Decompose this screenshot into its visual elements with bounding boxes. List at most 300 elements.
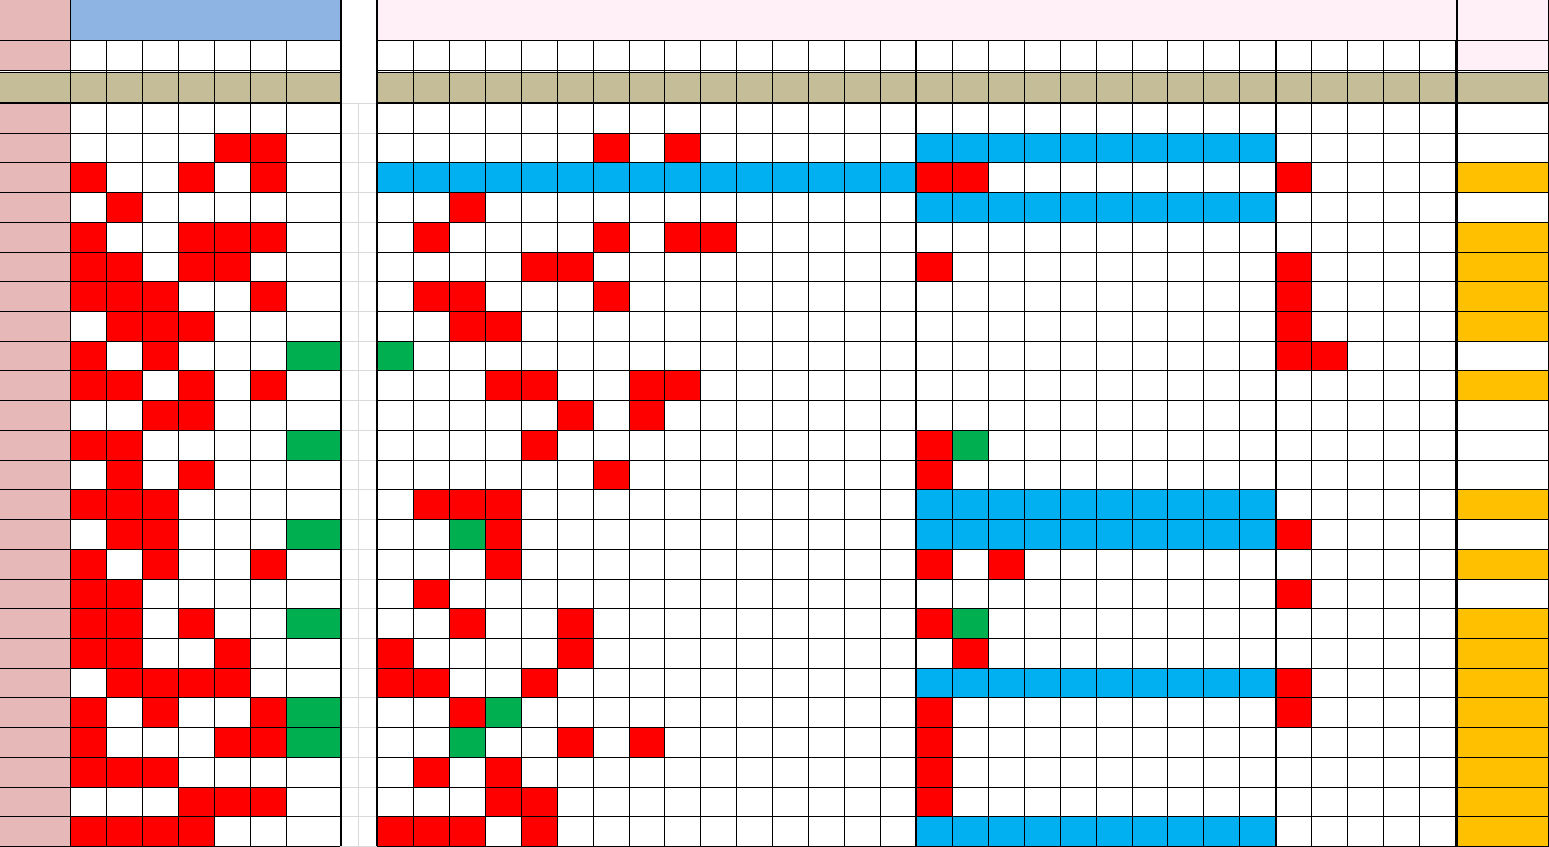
- win-number-cell: [106, 668, 142, 698]
- fixed-number-cell: [557, 579, 593, 609]
- hit-cell: [1456, 162, 1549, 192]
- round-cell: [0, 787, 70, 817]
- fixed-number-cell: [1275, 341, 1311, 371]
- fix-col-header: [557, 40, 593, 70]
- win-number-cell: [142, 162, 178, 192]
- grid-h: [0, 489, 340, 490]
- fix-col-header: [916, 40, 952, 70]
- hit-cell: [1456, 757, 1549, 787]
- fixed-number-cell: [449, 103, 485, 133]
- win-number-cell: [250, 727, 286, 757]
- fixed-number-cell: [1275, 162, 1311, 192]
- win-number-cell: [178, 400, 214, 430]
- hit-cell: [1456, 430, 1549, 460]
- hit-header: [1456, 0, 1549, 70]
- fixed-number-cell: [557, 133, 593, 163]
- fixed-number-cell: [952, 787, 988, 817]
- fix-col-header: [988, 40, 1024, 70]
- win-number-cell: [142, 192, 178, 222]
- grid-v: [952, 40, 953, 846]
- grid-v-faint: [358, 103, 359, 846]
- win-number-cell: [142, 549, 178, 579]
- fixed-number-cell: [449, 222, 485, 252]
- fixed-number-cell: [952, 608, 988, 638]
- grid-h: [377, 549, 1549, 550]
- fixed-number-cell: [593, 489, 629, 519]
- fixed-number-cell: [593, 162, 629, 192]
- fixed-number-cell: [449, 370, 485, 400]
- fix-col-header: [1347, 40, 1383, 70]
- fixed-number-cell: [629, 133, 665, 163]
- fixed-number-cell: [593, 133, 629, 163]
- round-cell: [0, 727, 70, 757]
- hit-cell: [1456, 341, 1549, 371]
- fixed-number-cell: [521, 727, 557, 757]
- win-number-cell: [106, 370, 142, 400]
- fixed-number-cell: [485, 341, 521, 371]
- fixed-number-cell: [736, 222, 772, 252]
- fixed-number-cell: [557, 727, 593, 757]
- fixed-number-cell: [521, 579, 557, 609]
- win-number-cell: [142, 727, 178, 757]
- fixed-number-cell: [413, 608, 449, 638]
- fixed-number-cell: [377, 341, 413, 371]
- win-number-cell: [70, 222, 106, 252]
- fixed-number-cell: [485, 192, 521, 222]
- grid-v: [1456, 0, 1458, 846]
- grid-h: [377, 40, 1549, 41]
- fixed-number-cell: [413, 787, 449, 817]
- grid-v: [1311, 40, 1312, 846]
- fixed-numbers-title: [377, 0, 1456, 40]
- fixed-number-cell: [449, 460, 485, 490]
- win-number-cell: [178, 281, 214, 311]
- fixed-number-cell: [557, 816, 593, 846]
- fixed-number-cell: [557, 668, 593, 698]
- win-number-cell: [214, 222, 250, 252]
- grid-h: [0, 103, 340, 104]
- fixed-number-cell: [377, 816, 413, 846]
- win-number-cell: [178, 311, 214, 341]
- win-number-cell: [214, 252, 250, 282]
- win-number-cell: [250, 816, 286, 846]
- grid-h: [0, 192, 340, 193]
- fixed-number-cell: [521, 103, 557, 133]
- fixed-number-cell: [593, 370, 629, 400]
- fixed-number-cell: [449, 668, 485, 698]
- fixed-number-cell: [664, 222, 700, 252]
- fixed-number-cell: [664, 460, 700, 490]
- bonus-cell: [286, 638, 340, 668]
- fixed-number-cell: [485, 519, 521, 549]
- round-cell: [0, 370, 70, 400]
- fixed-number-cell: [485, 608, 521, 638]
- fixed-number-cell: [521, 608, 557, 638]
- win-number-cell: [106, 341, 142, 371]
- hit-cell: [1456, 697, 1549, 727]
- fix-col-header: [844, 40, 880, 70]
- fixed-number-cell: [916, 668, 952, 698]
- grid-h: [377, 311, 1549, 312]
- grid-h: [0, 370, 340, 371]
- bonus-cell: [286, 370, 340, 400]
- fixed-number-cell: [952, 430, 988, 460]
- grid-h: [377, 727, 1549, 728]
- fix-col-header: [700, 40, 736, 70]
- win-number-cell: [178, 697, 214, 727]
- fixed-number-cell: [449, 281, 485, 311]
- win-number-cell: [178, 727, 214, 757]
- win-number-cell: [106, 608, 142, 638]
- fixed-number-cell: [664, 370, 700, 400]
- win-number-cell: [70, 281, 106, 311]
- fixed-number-cell: [664, 133, 700, 163]
- fixed-number-cell: [413, 222, 449, 252]
- win-number-cell: [214, 370, 250, 400]
- round-cell: [0, 697, 70, 727]
- win-col-header: [106, 40, 142, 70]
- grid-h: [0, 162, 340, 163]
- fixed-number-cell: [557, 370, 593, 400]
- fix-col-header: [593, 40, 629, 70]
- win-number-cell: [106, 252, 142, 282]
- grid-h: [0, 341, 340, 342]
- fixed-number-cell: [521, 668, 557, 698]
- fixed-number-cell: [413, 697, 449, 727]
- fixed-number-cell: [593, 192, 629, 222]
- fixed-number-cell: [413, 192, 449, 222]
- fixed-number-cell: [449, 727, 485, 757]
- win-number-cell: [250, 222, 286, 252]
- win-number-cell: [214, 192, 250, 222]
- win-number-cell: [214, 311, 250, 341]
- hit-cell: [1456, 579, 1549, 609]
- fixed-number-cell: [916, 133, 952, 163]
- fixed-number-cell: [413, 460, 449, 490]
- grid-v: [286, 40, 287, 846]
- fix-col-header: [1419, 40, 1455, 70]
- fixed-number-cell: [557, 162, 593, 192]
- round-cell: [0, 252, 70, 282]
- fixed-number-cell: [413, 103, 449, 133]
- fixed-number-cell: [1275, 311, 1311, 341]
- fixed-number-cell: [377, 162, 413, 192]
- fixed-number-cell: [988, 133, 1024, 163]
- grid-v: [449, 40, 450, 846]
- fixed-number-cell: [593, 816, 629, 846]
- bonus-cell: [286, 579, 340, 609]
- round-cell: [0, 549, 70, 579]
- win-number-cell: [250, 252, 286, 282]
- fixed-number-cell: [413, 370, 449, 400]
- fixed-number-cell: [413, 519, 449, 549]
- fixed-number-cell: [1275, 103, 1311, 133]
- grid-h: [0, 430, 340, 431]
- fix-col-header: [952, 40, 988, 70]
- fixed-number-cell: [557, 400, 593, 430]
- fixed-number-cell: [521, 252, 557, 282]
- bonus-cell: [286, 222, 340, 252]
- fixed-number-cell: [988, 787, 1024, 817]
- win-number-cell: [142, 460, 178, 490]
- win-number-cell: [70, 519, 106, 549]
- bonus-cell: [286, 162, 340, 192]
- fixed-number-cell: [449, 341, 485, 371]
- bonus-cell: [286, 192, 340, 222]
- grid-h: [377, 400, 1549, 401]
- fixed-number-cell: [629, 816, 665, 846]
- fixed-number-cell: [413, 341, 449, 371]
- grid-v: [376, 0, 378, 846]
- grid-v: [178, 40, 179, 846]
- notice-left: [0, 72, 340, 102]
- win-number-cell: [214, 638, 250, 668]
- fixed-number-cell: [557, 311, 593, 341]
- win-number-cell: [106, 579, 142, 609]
- win-number-cell: [250, 668, 286, 698]
- win-number-cell: [142, 222, 178, 252]
- fixed-number-cell: [485, 252, 521, 282]
- fixed-number-cell: [485, 727, 521, 757]
- fixed-number-cell: [521, 430, 557, 460]
- grid-h: [0, 40, 340, 41]
- win-number-cell: [106, 489, 142, 519]
- fixed-number-cell: [413, 133, 449, 163]
- win-number-cell: [106, 787, 142, 817]
- win-number-cell: [142, 579, 178, 609]
- fixed-number-cell: [700, 222, 736, 252]
- fixed-number-cell: [485, 787, 521, 817]
- fixed-number-cell: [377, 252, 413, 282]
- fix-col-header: [1203, 40, 1239, 70]
- fixed-number-cell: [377, 727, 413, 757]
- grid-v: [844, 40, 845, 846]
- round-cell: [0, 519, 70, 549]
- grid-v: [880, 40, 881, 846]
- fixed-number-cell: [700, 370, 736, 400]
- grid-v: [1096, 40, 1097, 846]
- win-number-cell: [250, 281, 286, 311]
- fixed-number-cell: [1275, 281, 1311, 311]
- bonus-cell: [286, 816, 340, 846]
- fixed-number-cell: [377, 222, 413, 252]
- fixed-number-cell: [916, 816, 952, 846]
- fixed-number-cell: [413, 638, 449, 668]
- grid-h: [0, 252, 340, 253]
- fixed-number-cell: [629, 727, 665, 757]
- fixed-number-cell: [377, 549, 413, 579]
- win-number-cell: [250, 370, 286, 400]
- win-number-cell: [214, 400, 250, 430]
- bonus-cell: [286, 787, 340, 817]
- fix-col-header: [880, 40, 916, 70]
- grid-v: [106, 40, 107, 846]
- round-cell: [0, 133, 70, 163]
- fixed-number-cell: [952, 519, 988, 549]
- fixed-number-cell: [952, 192, 988, 222]
- fixed-number-cell: [521, 400, 557, 430]
- win-number-cell: [70, 192, 106, 222]
- fixed-number-cell: [485, 311, 521, 341]
- fixed-number-cell: [485, 162, 521, 192]
- fixed-number-cell: [664, 727, 700, 757]
- fixed-number-cell: [521, 549, 557, 579]
- fixed-number-cell: [413, 549, 449, 579]
- fixed-number-cell: [449, 252, 485, 282]
- grid-v: [772, 40, 773, 846]
- grid-h: [377, 430, 1549, 431]
- fixed-number-cell: [377, 668, 413, 698]
- fixed-number-cell: [521, 489, 557, 519]
- notice-right: [377, 72, 1549, 102]
- fixed-number-cell: [449, 311, 485, 341]
- fixed-number-cell: [449, 430, 485, 460]
- round-cell: [0, 103, 70, 133]
- win-number-cell: [70, 787, 106, 817]
- win-number-cell: [106, 816, 142, 846]
- grid-h: [377, 697, 1549, 698]
- grid-v: [1239, 40, 1240, 846]
- round-cell: [0, 192, 70, 222]
- win-number-cell: [214, 668, 250, 698]
- fixed-number-cell: [557, 252, 593, 282]
- grid-v: [70, 40, 71, 846]
- round-cell: [0, 668, 70, 698]
- fixed-number-cell: [377, 757, 413, 787]
- fixed-number-cell: [916, 727, 952, 757]
- win-number-cell: [106, 133, 142, 163]
- win-number-cell: [250, 162, 286, 192]
- bonus-cell: [286, 400, 340, 430]
- win-number-cell: [70, 370, 106, 400]
- fixed-number-cell: [521, 133, 557, 163]
- hit-cell: [1456, 460, 1549, 490]
- round-cell: [0, 281, 70, 311]
- grid-h: [377, 579, 1549, 580]
- fixed-number-cell: [664, 400, 700, 430]
- win-number-cell: [178, 252, 214, 282]
- fixed-number-cell: [557, 608, 593, 638]
- fixed-number-cell: [413, 757, 449, 787]
- grid-h: [377, 757, 1549, 758]
- fix-col-header: [449, 40, 485, 70]
- win-number-cell: [178, 162, 214, 192]
- fixed-number-cell: [916, 638, 952, 668]
- fixed-number-cell: [449, 579, 485, 609]
- fixed-number-cell: [593, 281, 629, 311]
- fixed-number-cell: [521, 460, 557, 490]
- bonus-cell: [286, 697, 340, 727]
- grid-v: [593, 40, 594, 846]
- win-number-cell: [214, 460, 250, 490]
- win-number-cell: [106, 192, 142, 222]
- fixed-number-cell: [449, 133, 485, 163]
- bonus-cell: [286, 311, 340, 341]
- fixed-number-cell: [521, 787, 557, 817]
- fixed-number-cell: [952, 103, 988, 133]
- fixed-number-cell: [485, 489, 521, 519]
- win-number-cell: [70, 757, 106, 787]
- fix-col-header: [1167, 40, 1203, 70]
- fixed-number-cell: [916, 579, 952, 609]
- fixed-number-cell: [485, 638, 521, 668]
- hit-cell: [1456, 816, 1549, 846]
- fix-col-header: [1239, 40, 1275, 70]
- grid-h: [377, 162, 1549, 163]
- fixed-number-cell: [629, 162, 665, 192]
- fixed-number-cell: [449, 549, 485, 579]
- fixed-number-cell: [485, 430, 521, 460]
- win-number-cell: [214, 162, 250, 192]
- fix-col-header: [1060, 40, 1096, 70]
- round-cell: [0, 638, 70, 668]
- win-number-cell: [214, 727, 250, 757]
- grid-v: [915, 40, 917, 846]
- fixed-number-cell: [557, 222, 593, 252]
- fixed-number-cell: [413, 281, 449, 311]
- win-number-cell: [178, 460, 214, 490]
- fixed-number-cell: [449, 400, 485, 430]
- grid-v: [1060, 40, 1061, 846]
- win-number-cell: [70, 489, 106, 519]
- fixed-number-cell: [916, 519, 952, 549]
- bonus-cell: [286, 430, 340, 460]
- fixed-number-cell: [916, 757, 952, 787]
- grid-v: [1203, 40, 1204, 846]
- grid-v: [1275, 40, 1277, 846]
- fix-col-header: [629, 40, 665, 70]
- hit-cell: [1456, 608, 1549, 638]
- fixed-number-cell: [952, 489, 988, 519]
- fixed-number-cell: [593, 460, 629, 490]
- win-number-cell: [178, 579, 214, 609]
- grid-v: [700, 40, 701, 846]
- win-number-cell: [70, 579, 106, 609]
- win-number-cell: [178, 638, 214, 668]
- fixed-number-cell: [916, 430, 952, 460]
- fix-col-header: [1024, 40, 1060, 70]
- fixed-number-cell: [557, 489, 593, 519]
- fixed-number-cell: [952, 133, 988, 163]
- bonus-col-header: [286, 40, 340, 70]
- winning-numbers-title: [70, 0, 340, 40]
- fixed-number-cell: [377, 608, 413, 638]
- fixed-number-cell: [629, 222, 665, 252]
- fixed-number-cell: [413, 727, 449, 757]
- win-number-cell: [142, 252, 178, 282]
- fixed-number-cell: [485, 281, 521, 311]
- grid-h: [377, 519, 1549, 520]
- win-number-cell: [142, 787, 178, 817]
- win-number-cell: [142, 133, 178, 163]
- fixed-number-cell: [521, 757, 557, 787]
- fixed-number-cell: [1311, 341, 1347, 371]
- win-number-cell: [178, 341, 214, 371]
- fixed-number-cell: [629, 311, 665, 341]
- win-number-cell: [250, 697, 286, 727]
- win-number-cell: [250, 430, 286, 460]
- round-cell: [0, 816, 70, 846]
- fixed-number-cell: [593, 608, 629, 638]
- fixed-number-cell: [377, 697, 413, 727]
- win-number-cell: [214, 579, 250, 609]
- fixed-number-cell: [485, 400, 521, 430]
- fix-col-header: [413, 40, 449, 70]
- fixed-number-cell: [557, 430, 593, 460]
- win-number-cell: [250, 579, 286, 609]
- fixed-number-cell: [413, 579, 449, 609]
- grid-h: [0, 697, 340, 698]
